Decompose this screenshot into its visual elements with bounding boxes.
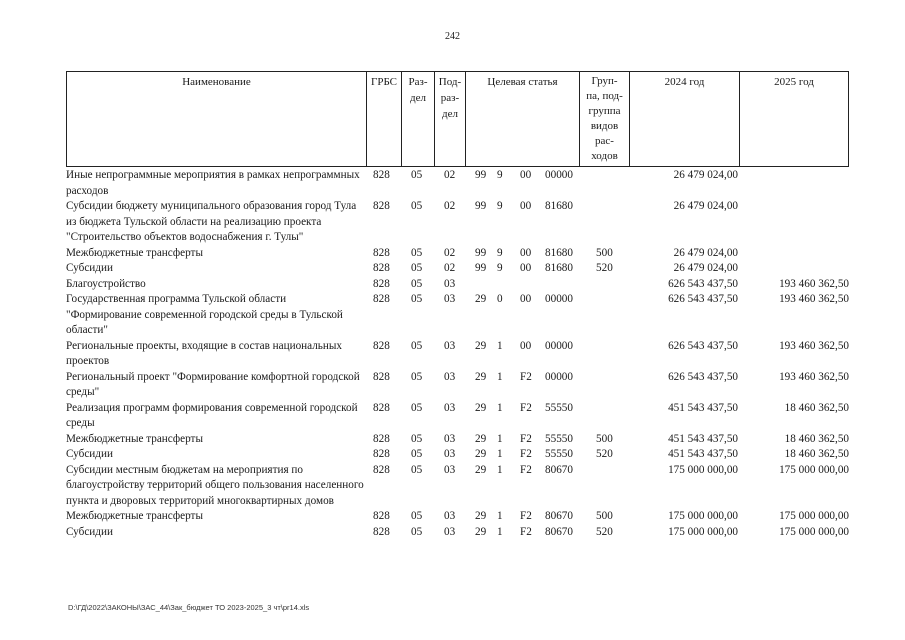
cell-ts3: 00	[520, 339, 532, 352]
cell-ts1: 99	[475, 200, 487, 212]
cell-y2024: 26 479 024,00	[673, 200, 738, 212]
cell-ts2: 1	[497, 525, 503, 538]
cell-ts4: 00000	[545, 370, 573, 383]
table-row	[66, 432, 849, 448]
cell-podrazdel: 03	[444, 525, 456, 538]
cell-y2025: 193 460 362,50	[779, 339, 849, 352]
cell-ts1: 29	[475, 401, 487, 414]
cell-podrazdel: 03	[444, 463, 456, 476]
table-row	[66, 370, 849, 401]
page-number: 242	[445, 31, 460, 42]
cell-ts1: 29	[475, 339, 487, 352]
header-2025: 2025 год	[774, 76, 814, 88]
table-row	[66, 525, 849, 541]
cell-ts3: 00	[520, 200, 532, 212]
cell-y2024: 626 543 437,50	[668, 293, 738, 305]
cell-grbs: 828	[373, 262, 390, 274]
cell-y2024: 626 543 437,50	[668, 370, 738, 383]
cell-grbs: 828	[373, 401, 390, 414]
table-header	[66, 71, 849, 167]
header-name: Наименование	[67, 72, 367, 166]
cell-grbs: 828	[373, 448, 390, 460]
cell-ts3: 00	[520, 246, 532, 259]
cell-ts3: F2	[520, 370, 532, 383]
cell-razdel: 05	[411, 169, 423, 181]
cell-ts1: 99	[475, 262, 487, 274]
cell-razdel: 05	[411, 246, 423, 259]
cell-name: Иные непрограммные мероприятия в рамках непрограммных расходов	[66, 169, 360, 197]
cell-y2024: 26 479 024,00	[673, 246, 738, 259]
cell-grbs: 828	[373, 246, 390, 259]
cell-podrazdel: 03	[444, 277, 456, 290]
table-row	[66, 168, 849, 199]
cell-podrazdel: 02	[444, 169, 456, 181]
cell-y2024: 451 543 437,50	[668, 432, 738, 445]
cell-ts1: 29	[475, 510, 487, 522]
cell-ts3: 00	[520, 293, 532, 305]
cell-y2024: 175 000 000,00	[668, 525, 738, 538]
table-row	[66, 447, 849, 463]
cell-grbs: 828	[373, 277, 390, 290]
cell-ts1: 99	[475, 246, 487, 259]
cell-y2025: 18 460 362,50	[784, 432, 849, 445]
cell-ts4: 55550	[545, 448, 573, 460]
cell-ts4: 81680	[545, 246, 573, 259]
cell-ts2: 1	[497, 448, 503, 460]
cell-y2025: 18 460 362,50	[784, 401, 849, 414]
header-tselevaya: Целевая статья	[466, 72, 580, 166]
cell-ts2: 1	[497, 370, 503, 383]
cell-name: Региональный проект "Формирование комфортной городской среды"	[66, 370, 360, 398]
cell-grbs: 828	[373, 169, 390, 181]
header-razdel: Раз- дел	[402, 72, 435, 166]
cell-razdel: 05	[411, 510, 423, 522]
cell-ts3: F2	[520, 401, 532, 414]
cell-y2025: 175 000 000,00	[779, 463, 849, 476]
cell-ts2: 1	[497, 401, 503, 414]
cell-name: Субсидии	[66, 448, 113, 460]
cell-podrazdel: 03	[444, 293, 456, 305]
cell-y2024: 626 543 437,50	[668, 339, 738, 352]
cell-ts1: 29	[475, 463, 487, 476]
cell-group: 500	[596, 246, 613, 259]
cell-ts3: F2	[520, 432, 532, 445]
table-row	[66, 509, 849, 525]
cell-ts3: F2	[520, 463, 532, 476]
cell-ts3: 00	[520, 169, 532, 181]
cell-ts2: 1	[497, 432, 503, 445]
cell-y2025: 193 460 362,50	[779, 293, 849, 305]
cell-y2024: 626 543 437,50	[668, 277, 738, 290]
cell-group: 520	[596, 448, 613, 460]
cell-y2024: 451 543 437,50	[668, 401, 738, 414]
cell-ts1: 29	[475, 525, 487, 538]
table-row	[66, 199, 849, 246]
cell-razdel: 05	[411, 463, 423, 476]
cell-name: Государственная программа Тульской области "Формирование современной городской среды в Тульской области"	[66, 293, 343, 336]
cell-name: Межбюджетные трансферты	[66, 510, 203, 522]
cell-group: 500	[596, 432, 613, 445]
cell-y2025: 175 000 000,00	[779, 510, 849, 522]
cell-ts4: 81680	[545, 200, 573, 212]
cell-name: Субсидии	[66, 525, 113, 538]
cell-ts2: 9	[497, 169, 503, 181]
cell-y2025: 193 460 362,50	[779, 370, 849, 383]
cell-grbs: 828	[373, 525, 390, 538]
cell-name: Межбюджетные трансферты	[66, 246, 203, 259]
cell-podrazdel: 02	[444, 200, 456, 212]
header-grbs: ГРБС	[367, 72, 402, 166]
cell-podrazdel: 02	[444, 246, 456, 259]
cell-ts1: 29	[475, 432, 487, 445]
cell-ts3: F2	[520, 525, 532, 538]
cell-grbs: 828	[373, 432, 390, 445]
cell-razdel: 05	[411, 448, 423, 460]
cell-grbs: 828	[373, 370, 390, 383]
cell-ts4: 80670	[545, 463, 573, 476]
cell-ts2: 1	[497, 339, 503, 352]
table-row	[66, 261, 849, 277]
cell-y2025: 18 460 362,50	[784, 448, 849, 460]
cell-podrazdel: 03	[444, 370, 456, 383]
cell-ts4: 00000	[545, 293, 573, 305]
cell-razdel: 05	[411, 262, 423, 274]
cell-group: 520	[596, 262, 613, 274]
cell-ts4: 00000	[545, 339, 573, 352]
cell-ts4: 81680	[545, 262, 573, 274]
table-row	[66, 463, 849, 510]
header-2024: 2024 год	[630, 72, 740, 166]
cell-grbs: 828	[373, 510, 390, 522]
cell-grbs: 828	[373, 293, 390, 305]
cell-name: Субсидии бюджету муниципального образования город Тула из бюджета Тульской области на реализацию проекта "Строительство объектов водоснабжения г. Тулы"	[66, 200, 357, 243]
cell-grbs: 828	[373, 463, 390, 476]
cell-y2024: 451 543 437,50	[668, 448, 738, 460]
cell-razdel: 05	[411, 200, 423, 212]
cell-ts2: 1	[497, 510, 503, 522]
cell-razdel: 05	[411, 293, 423, 305]
cell-y2024: 175 000 000,00	[668, 510, 738, 522]
cell-ts4: 00000	[545, 169, 573, 181]
cell-grbs: 828	[373, 339, 390, 352]
table-row	[66, 277, 849, 293]
cell-ts1: 29	[475, 448, 487, 460]
cell-razdel: 05	[411, 401, 423, 414]
table-row	[66, 339, 849, 370]
cell-ts2: 9	[497, 200, 503, 212]
cell-name: Субсидии	[66, 262, 113, 274]
cell-name: Региональные проекты, входящие в состав национальных проектов	[66, 339, 343, 367]
file-path-footer: D:\ГД\2022\ЗАКОНЫ\ЗАС_44\Зак_бюджет ТО 2023-2025_3 чт\pr14.xls	[68, 603, 310, 612]
cell-y2025: 175 000 000,00	[779, 525, 849, 538]
cell-ts2: 0	[497, 293, 503, 305]
cell-razdel: 05	[411, 339, 423, 352]
header-gruppa: Груп- па, под- группа видов рас- ходов	[580, 72, 630, 166]
cell-razdel: 05	[411, 277, 423, 290]
cell-ts1: 99	[475, 169, 487, 181]
cell-y2024: 26 479 024,00	[673, 169, 738, 181]
cell-ts3: F2	[520, 448, 532, 460]
cell-podrazdel: 03	[444, 448, 456, 460]
cell-ts2: 1	[497, 463, 503, 476]
cell-podrazdel: 02	[444, 262, 456, 274]
cell-ts4: 80670	[545, 510, 573, 522]
cell-podrazdel: 03	[444, 510, 456, 522]
cell-ts4: 80670	[545, 525, 573, 538]
cell-ts2: 9	[497, 262, 503, 274]
cell-podrazdel: 03	[444, 432, 456, 445]
cell-podrazdel: 03	[444, 339, 456, 352]
cell-name: Межбюджетные трансферты	[66, 432, 203, 445]
cell-podrazdel: 03	[444, 401, 456, 414]
cell-y2024: 175 000 000,00	[668, 463, 738, 476]
cell-ts1: 29	[475, 293, 487, 305]
cell-y2024: 26 479 024,00	[673, 262, 738, 274]
cell-name: Субсидии местным бюджетам на мероприятия по благоустройству территорий общего пользования населенного пункта и дворовых территорий многоквартирных домов	[66, 463, 364, 507]
cell-grbs: 828	[373, 200, 390, 212]
cell-ts4: 55550	[545, 432, 573, 445]
table-row	[66, 292, 849, 339]
header-podrazdel: Под- раз- дел	[435, 72, 466, 166]
cell-y2025: 193 460 362,50	[779, 277, 849, 290]
cell-ts1: 29	[475, 370, 487, 383]
table-row	[66, 246, 849, 262]
cell-razdel: 05	[411, 432, 423, 445]
cell-ts4: 55550	[545, 401, 573, 414]
cell-ts3: F2	[520, 510, 532, 522]
cell-group: 500	[596, 510, 613, 522]
cell-razdel: 05	[411, 370, 423, 383]
cell-name: Реализация программ формирования современной городской среды	[66, 401, 358, 429]
cell-name: Благоустройство	[66, 277, 146, 290]
table-row	[66, 401, 849, 432]
cell-ts3: 00	[520, 262, 532, 274]
cell-razdel: 05	[411, 525, 423, 538]
cell-ts2: 9	[497, 246, 503, 259]
cell-group: 520	[596, 525, 613, 538]
table-body	[66, 168, 849, 540]
